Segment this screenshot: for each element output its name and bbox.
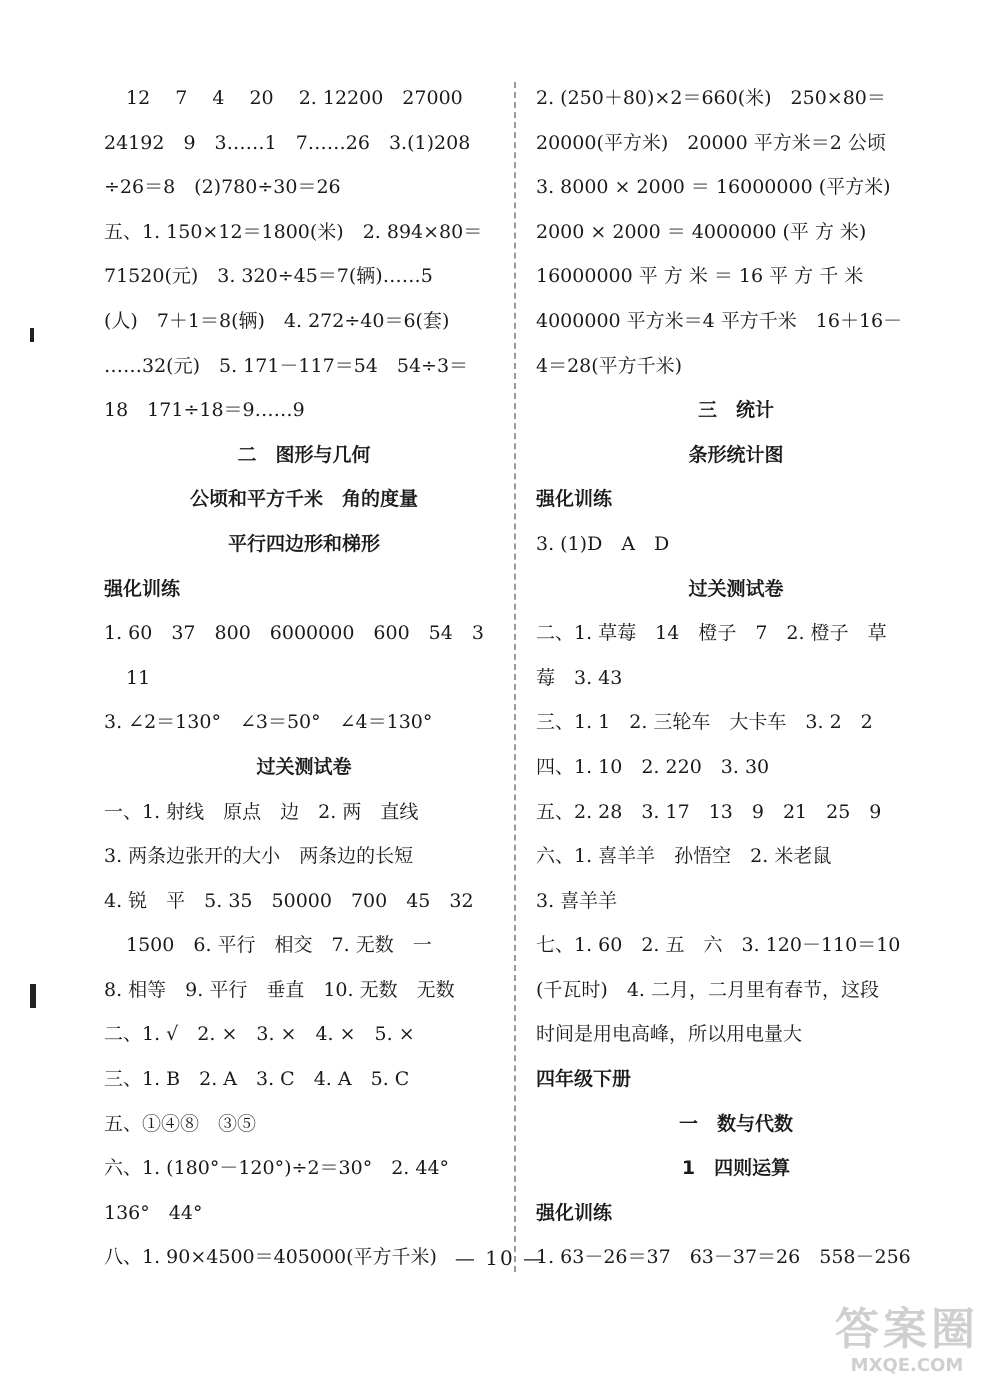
answer-line: (千瓦时) 4. 二月，二月里有春节，这段 — [536, 978, 879, 1001]
section-heading: 一 数与代数 — [678, 1112, 793, 1135]
section-heading: 三 统计 — [697, 399, 774, 422]
answer-line: 二、1. √ 2. × 3. × 4. × 5. × — [104, 1023, 415, 1046]
answer-line: 4000000 平方米＝4 平方千米 16＋16－ — [536, 309, 903, 332]
answer-line: 2. (250＋80)×2＝660(米) 250×80＝ — [536, 87, 886, 109]
section-heading: 1 四则运算 — [681, 1157, 791, 1180]
margin-mark — [30, 328, 34, 342]
answer-line: 3. (1)D A D — [536, 532, 670, 555]
left-column — [104, 76, 504, 1280]
section-heading: 过关测试卷 — [688, 577, 784, 600]
answer-line: 18 171÷18＝9……9 — [104, 399, 305, 422]
column-divider — [514, 82, 516, 1272]
answer-line: 四、1. 10 2. 220 3. 30 — [536, 755, 770, 778]
answer-line: 二、1. 草莓 14 橙子 7 2. 橙子 草 — [536, 622, 887, 645]
answer-line: 五、1. 150×12＝1800(米) 2. 894×80＝ — [104, 220, 483, 243]
answer-line: 三、1. B 2. A 3. C 4. A 5. C — [104, 1068, 410, 1091]
subsection-label: 强化训练 — [104, 577, 181, 600]
watermark-text: 答案圈 — [835, 1304, 979, 1355]
answer-line: 2000 × 2000 ＝ 4000000 (平 方 米) — [536, 220, 867, 243]
answer-line: 五、①④⑧ ③⑤ — [104, 1112, 257, 1135]
answer-line: 莓 3. 43 — [536, 666, 623, 689]
page-number: — 10 — — [454, 1246, 546, 1270]
answer-line: 3. ∠2＝130° ∠3＝50° ∠4＝130° — [104, 711, 433, 734]
section-heading: 公顷和平方千米 角的度量 — [189, 488, 418, 511]
answer-line: 3. 8000 × 2000 ＝ 16000000 (平方米) — [536, 176, 891, 199]
answer-line: 4＝28(平方千米) — [536, 354, 683, 377]
section-heading: 二 图形与几何 — [237, 443, 371, 466]
answer-line: 71520(元) 3. 320÷45＝7(辆)……5 — [104, 265, 433, 288]
answer-line: 一、1. 射线 原点 边 2. 两 直线 — [104, 800, 419, 823]
answer-line: 七、1. 60 2. 五 六 3. 120－110＝10 — [536, 934, 901, 957]
answer-line: 1. 63－26＝37 63－37＝26 558－256 — [536, 1246, 911, 1269]
answer-line: 1. 60 37 800 6000000 600 54 3 — [104, 622, 484, 645]
answer-line: 六、1. 喜羊羊 孙悟空 2. 米老鼠 — [536, 845, 832, 868]
answer-line: ……32(元) 5. 171－117＝54 54÷3＝ — [104, 354, 469, 377]
answer-line: 12 7 4 20 2. 12200 27000 — [126, 87, 463, 109]
answer-line: 六、1. (180°－120°)÷2＝30° 2. 44° — [104, 1157, 450, 1180]
answer-line: 3. 两条边张开的大小 两条边的长短 — [104, 845, 414, 868]
answer-line: 1500 6. 平行 相交 7. 无数 一 — [126, 934, 432, 957]
section-heading: 条形统计图 — [688, 443, 784, 466]
answer-line: 24192 9 3……1 7……26 3.(1)208 — [104, 131, 471, 154]
answer-line: 136° 44° — [104, 1201, 203, 1224]
subsection-label: 四年级下册 — [536, 1068, 632, 1091]
right-column — [536, 76, 936, 1280]
answer-line: 11 — [126, 666, 151, 689]
subsection-label: 强化训练 — [536, 1201, 613, 1224]
answer-line: 时间是用电高峰，所以用电量大 — [536, 1023, 803, 1046]
answer-line: 五、2. 28 3. 17 13 9 21 25 9 — [536, 800, 882, 823]
watermark-url: MXQE.COM — [850, 1355, 964, 1376]
answer-line: 16000000 平 方 米 ＝ 16 平 方 千 米 — [536, 265, 864, 288]
answer-line: 八、1. 90×4500＝405000(平方千米) — [104, 1246, 437, 1269]
answer-line: 3. 喜羊羊 — [536, 889, 618, 912]
answer-line: (人) 7＋1＝8(辆) 4. 272÷40＝6(套) — [104, 309, 450, 332]
section-heading: 过关测试卷 — [256, 755, 352, 778]
answer-line: ÷26＝8 (2)780÷30＝26 — [104, 176, 341, 199]
margin-mark — [30, 984, 36, 1008]
answer-line: 8. 相等 9. 平行 垂直 10. 无数 无数 — [104, 978, 455, 1001]
subsection-label: 强化训练 — [536, 488, 613, 511]
answer-line: 三、1. 1 2. 三轮车 大卡车 3. 2 2 — [536, 711, 873, 734]
answer-line: 4. 锐 平 5. 35 50000 700 45 32 — [104, 889, 474, 912]
section-heading: 平行四边形和梯形 — [227, 532, 380, 555]
answer-line: 20000(平方米) 20000 平方米＝2 公顷 — [536, 131, 886, 154]
watermark-logo — [832, 1305, 982, 1385]
